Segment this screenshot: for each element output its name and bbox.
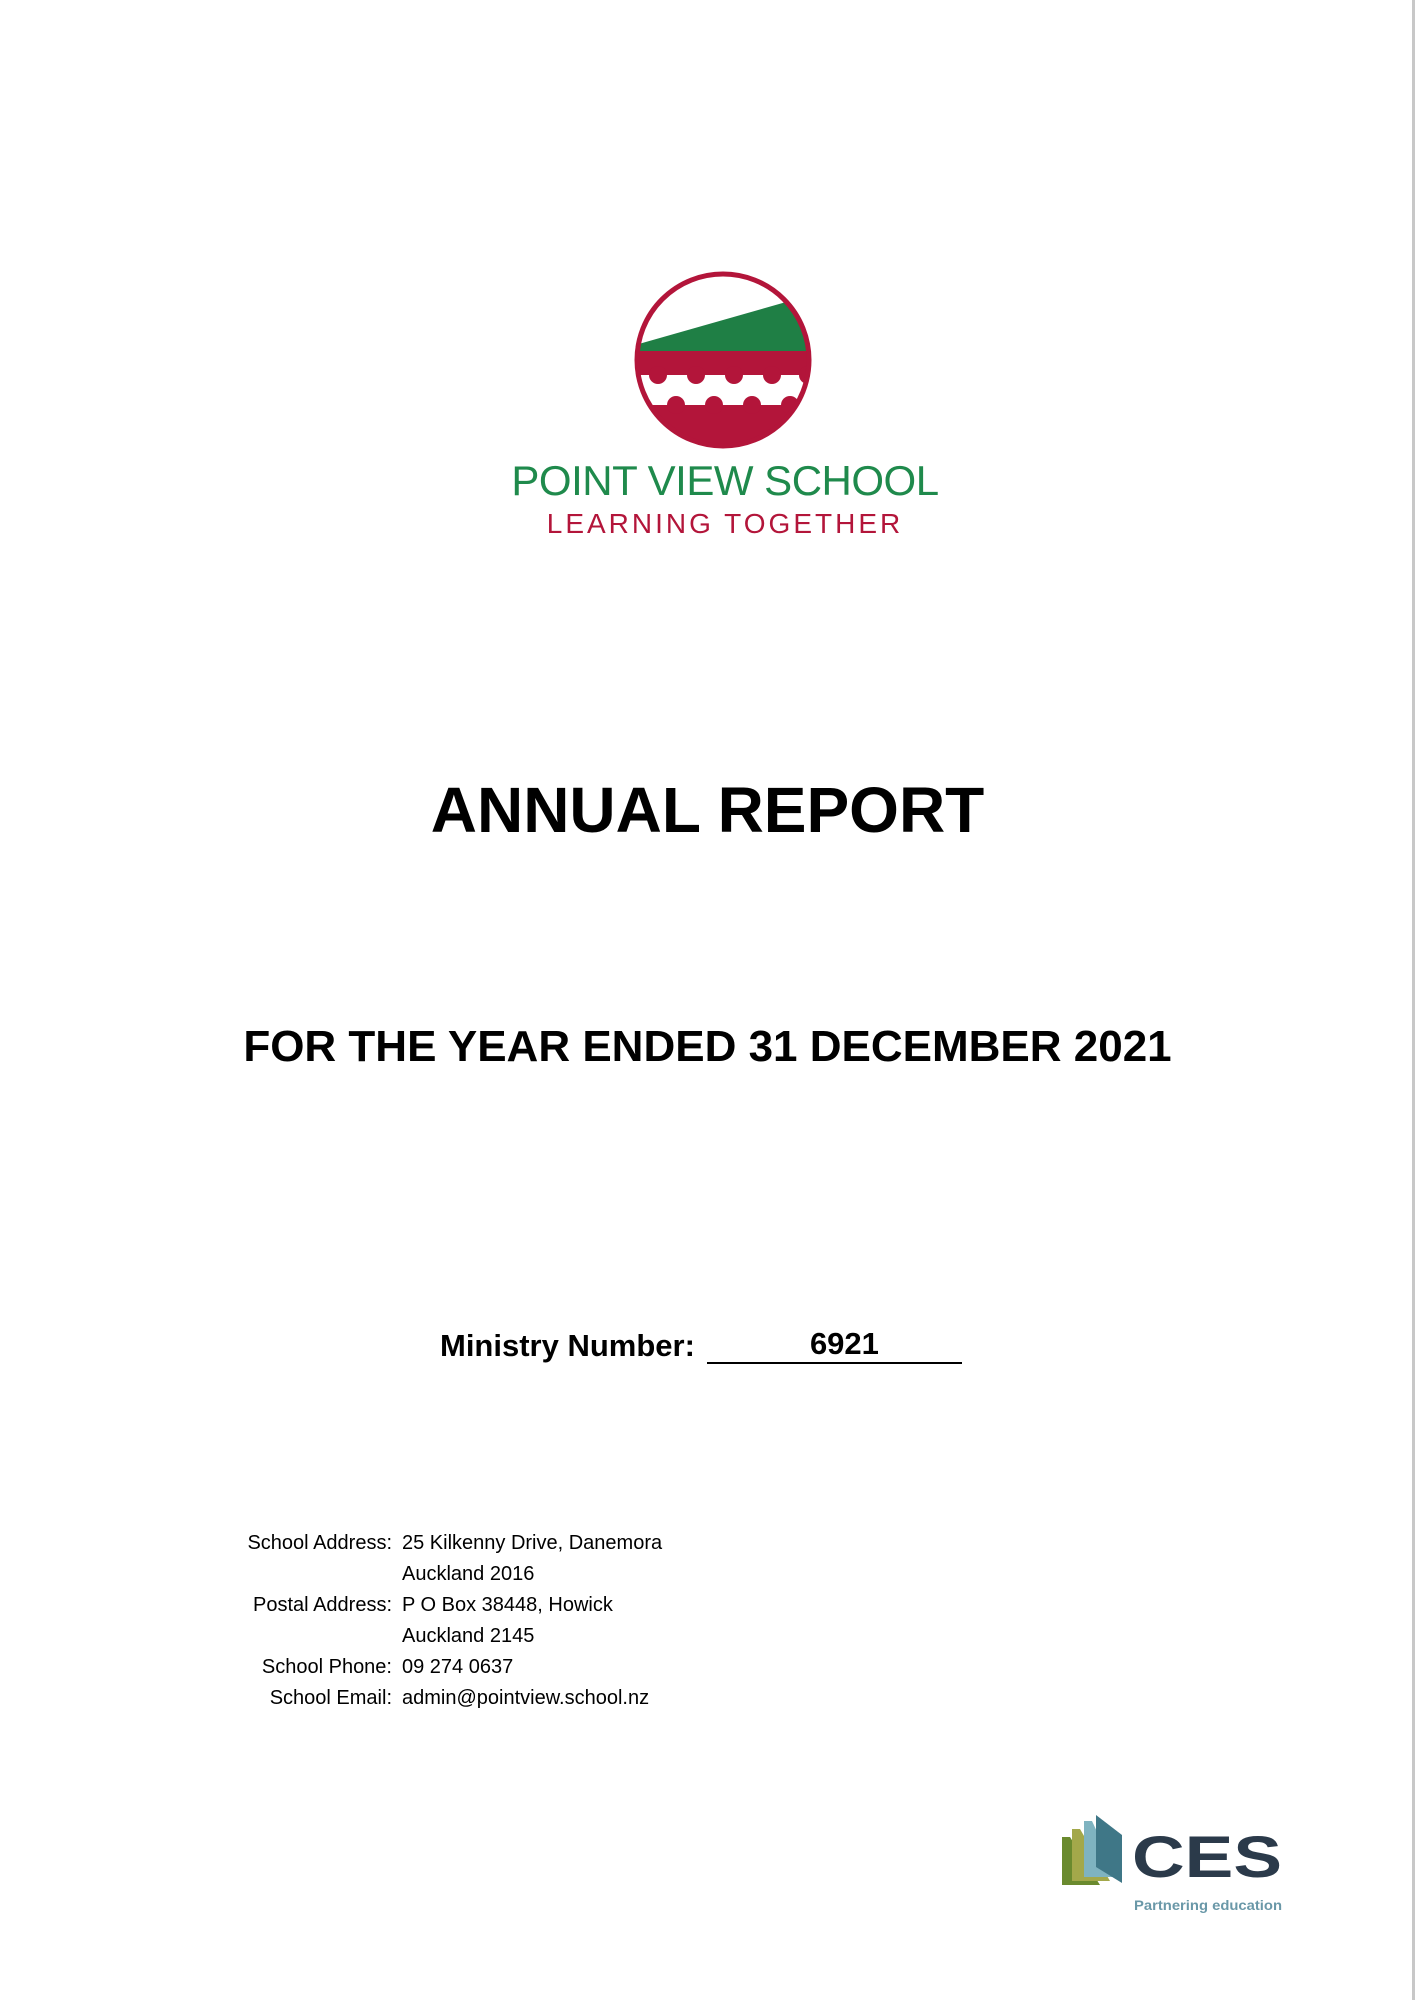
school-logo (628, 265, 818, 455)
report-subtitle: FOR THE YEAR ENDED 31 DECEMBER 2021 (243, 1022, 1172, 1071)
contact-label: School Email: (269, 1687, 392, 1709)
contact-row (200, 1683, 662, 1714)
contact-row (200, 1559, 662, 1590)
contact-value: 09 274 0637 (402, 1656, 514, 1678)
contact-row (200, 1590, 662, 1621)
contact-value: admin@pointview.school.nz (402, 1687, 650, 1709)
ces-tagline: Partnering education (1134, 1897, 1282, 1913)
contact-label: School Address: (247, 1532, 392, 1554)
contact-label (200, 1559, 402, 1590)
contact-label (200, 1621, 402, 1652)
ministry-label: Ministry Number: (440, 1328, 695, 1363)
ministry-value: 6921 (707, 1326, 962, 1364)
contact-row (200, 1621, 662, 1652)
contact-label: Postal Address: (253, 1594, 392, 1616)
contact-value: P O Box 38448, Howick (402, 1594, 613, 1616)
school-name: POINT VIEW SCHOOL (511, 457, 939, 504)
contact-value: 25 Kilkenny Drive, Danemora (402, 1532, 663, 1554)
school-motto: LEARNING TOGETHER (546, 508, 904, 539)
contact-row (200, 1528, 662, 1559)
report-title: ANNUAL REPORT (430, 774, 985, 846)
contact-details (200, 1528, 662, 1714)
ces-logo (1060, 1815, 1290, 1915)
ministry-number (440, 1326, 962, 1364)
contact-value: Auckland 2145 (402, 1625, 535, 1647)
contact-label: School Phone: (261, 1656, 392, 1678)
ces-wordmark: CES (1132, 1825, 1282, 1890)
contact-value: Auckland 2016 (402, 1563, 535, 1585)
contact-row (200, 1652, 662, 1683)
